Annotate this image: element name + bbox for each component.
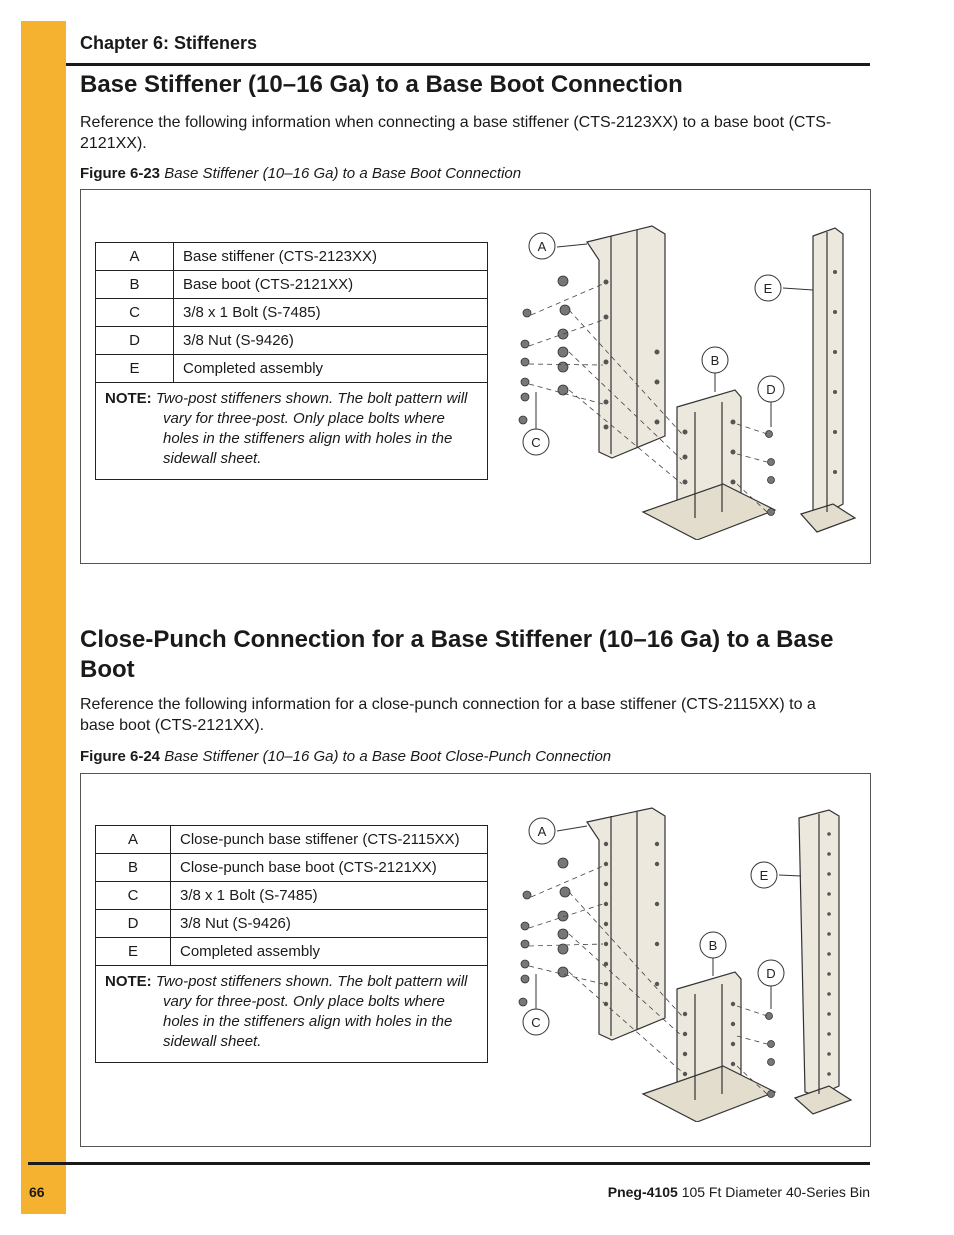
callout-c-label: C bbox=[531, 1015, 541, 1030]
legend-row: B Base boot (CTS-2121XX) bbox=[96, 271, 488, 299]
section2-intro: Reference the following information for a close-punch connection for a base stiffener (CTS-2115XX) to a base boot (CTS-2121XX). bbox=[80, 696, 816, 734]
section1-intro: Reference the following information when connecting a base stiffener (CTS-2123XX) to a base boot (CTS- 2121XX). bbox=[80, 114, 832, 152]
chapter-heading: Chapter 6: Stiffeners bbox=[80, 33, 258, 53]
stiffener-assembly-illustration-2 bbox=[517, 804, 862, 1122]
legend-row: E Completed assembly bbox=[96, 938, 488, 966]
legend-table-1 bbox=[95, 242, 488, 480]
figure-6-23-caption: Figure 6-23 Base Stiffener (10–16 Ga) to a Base Boot Connection bbox=[80, 165, 522, 182]
figure-6-24-box bbox=[80, 773, 871, 1147]
header-rule bbox=[66, 63, 870, 66]
section2-title: Close-Punch Connection for a Base Stiffener (10–16 Ga) to a Base Boot bbox=[80, 626, 834, 683]
legend-row: B Close-punch base boot (CTS-2121XX) bbox=[96, 854, 488, 882]
callout-e-label: E bbox=[759, 868, 769, 883]
legend-row: D 3/8 Nut (S-9426) bbox=[96, 327, 488, 355]
callout-b-label: B bbox=[710, 353, 720, 368]
callout-d-label: D bbox=[766, 382, 776, 397]
callout-d-label: D bbox=[766, 966, 776, 981]
callout-a-label: A bbox=[537, 239, 547, 254]
callout-a-label: A bbox=[537, 824, 547, 839]
legend-row: E Completed assembly bbox=[96, 355, 488, 383]
legend-note-row bbox=[96, 966, 488, 1063]
figure-6-24-caption: Figure 6-24 Base Stiffener (10–16 Ga) to a Base Boot Close-Punch Connection bbox=[80, 748, 612, 765]
legend-row: C 3/8 x 1 Bolt (S-7485) bbox=[96, 882, 488, 910]
legend-row: C 3/8 x 1 Bolt (S-7485) bbox=[96, 299, 488, 327]
callout-c-label: C bbox=[531, 435, 541, 450]
section1-title: Base Stiffener (10–16 Ga) to a Base Boot Connection bbox=[80, 71, 683, 98]
footer-doc-info: Pneg-4105 105 Ft Diameter 40-Series Bin bbox=[607, 1184, 870, 1200]
legend-row: D 3/8 Nut (S-9426) bbox=[96, 910, 488, 938]
legend-table-2 bbox=[95, 825, 488, 1063]
callout-e-label: E bbox=[763, 281, 773, 296]
footer-rule bbox=[28, 1162, 870, 1165]
legend-note: NOTE: Two-post stiffeners shown. The bolt pattern will vary for three-post. Only place bolts where holes in the stiffeners align with holes in the sidewall sheet. bbox=[96, 966, 488, 1063]
legend-note: NOTE: Two-post stiffeners shown. The bolt pattern will vary for three-post. Only place bolts where holes in the stiffeners align with holes in the sidewall sheet. bbox=[96, 383, 488, 480]
page-number: 66 bbox=[29, 1184, 45, 1200]
callout-b-label: B bbox=[708, 938, 718, 953]
figure-6-23-box bbox=[80, 189, 871, 564]
legend-note-row bbox=[96, 383, 488, 480]
legend-row: A Base stiffener (CTS-2123XX) bbox=[96, 243, 488, 271]
stiffener-assembly-illustration-1 bbox=[517, 222, 862, 540]
chapter-color-bar bbox=[21, 21, 66, 1214]
legend-row: A Close-punch base stiffener (CTS-2115XX) bbox=[96, 826, 488, 854]
